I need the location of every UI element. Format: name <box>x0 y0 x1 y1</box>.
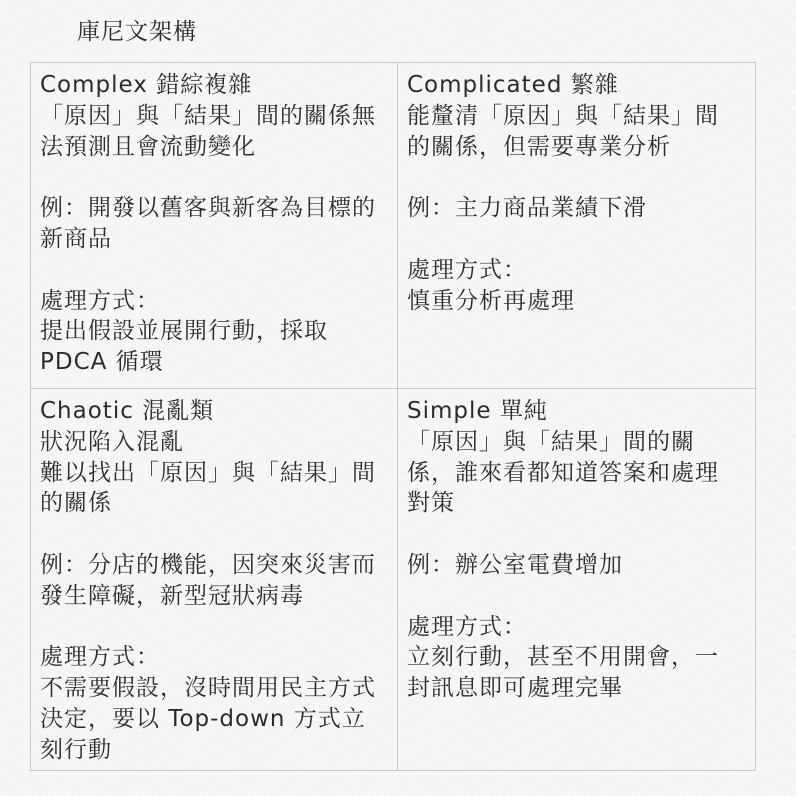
cell-method <box>40 286 397 378</box>
description-line: 能釐清「原因」與「結果」間 <box>407 102 719 129</box>
cell-method <box>407 255 755 317</box>
method-line: 刻行動 <box>40 736 112 763</box>
example-line: 發生障礙，新型冠狀病毒 <box>40 582 304 609</box>
description-line: 對策 <box>407 490 455 517</box>
cell-example <box>407 550 755 581</box>
method-label: 處理方式： <box>40 287 160 314</box>
cell-description <box>407 101 755 163</box>
cell-description <box>40 101 397 163</box>
cell-method <box>40 642 397 765</box>
description-line: 的關係 <box>40 490 112 517</box>
method-line: 決定，要以 Top-down 方式立 <box>40 705 366 732</box>
description-line: 難以找出「原因」與「結果」間 <box>40 459 376 486</box>
cell-complex <box>31 63 398 389</box>
example-line: 例：開發以舊客與新客為目標的 <box>40 195 376 222</box>
method-label: 處理方式： <box>407 256 527 283</box>
cell-description <box>40 427 397 519</box>
method-line: 提出假設並展開行動，採取 <box>40 318 328 345</box>
method-line: 慎重分析再處理 <box>407 287 575 314</box>
cell-heading: Simple 單純 <box>407 398 548 424</box>
method-label: 處理方式： <box>40 644 160 671</box>
method-label: 處理方式： <box>407 613 527 640</box>
method-line: 封訊息即可處理完畢 <box>407 675 623 702</box>
description-line: 狀況陷入混亂 <box>40 428 184 455</box>
cell-heading: Complex 錯綜複雜 <box>40 72 253 98</box>
description-line: 法預測且會流動變化 <box>40 133 256 160</box>
description-line: 係，誰來看都知道答案和處理 <box>407 459 719 486</box>
page-title: 庫尼文架構 <box>77 19 197 45</box>
cynefin-table <box>30 62 756 771</box>
method-line: 不需要假設，沒時間用民主方式 <box>40 675 376 702</box>
cell-example <box>407 193 755 224</box>
example-line: 例：主力商品業績下滑 <box>407 195 647 222</box>
example-line: 例：辦公室電費增加 <box>407 551 623 578</box>
example-line: 新商品 <box>40 225 112 252</box>
cell-description <box>407 427 755 519</box>
cell-method <box>407 612 755 704</box>
method-line: 立刻行動，甚至不用開會，一 <box>407 644 719 671</box>
cell-simple <box>398 389 755 770</box>
cell-complicated <box>398 63 755 389</box>
cell-heading: Complicated 繁雜 <box>407 72 619 98</box>
example-line: 例：分店的機能，因突來災害而 <box>40 551 376 578</box>
cell-heading: Chaotic 混亂類 <box>40 398 215 424</box>
description-line: 「原因」與「結果」間的關係無 <box>40 102 376 129</box>
method-line: PDCA 循環 <box>40 349 164 376</box>
cell-example <box>40 193 397 255</box>
cell-chaotic <box>31 389 398 770</box>
description-line: 「原因」與「結果」間的關 <box>407 428 695 455</box>
description-line: 的關係，但需要專業分析 <box>407 133 671 160</box>
cell-example <box>40 550 397 612</box>
